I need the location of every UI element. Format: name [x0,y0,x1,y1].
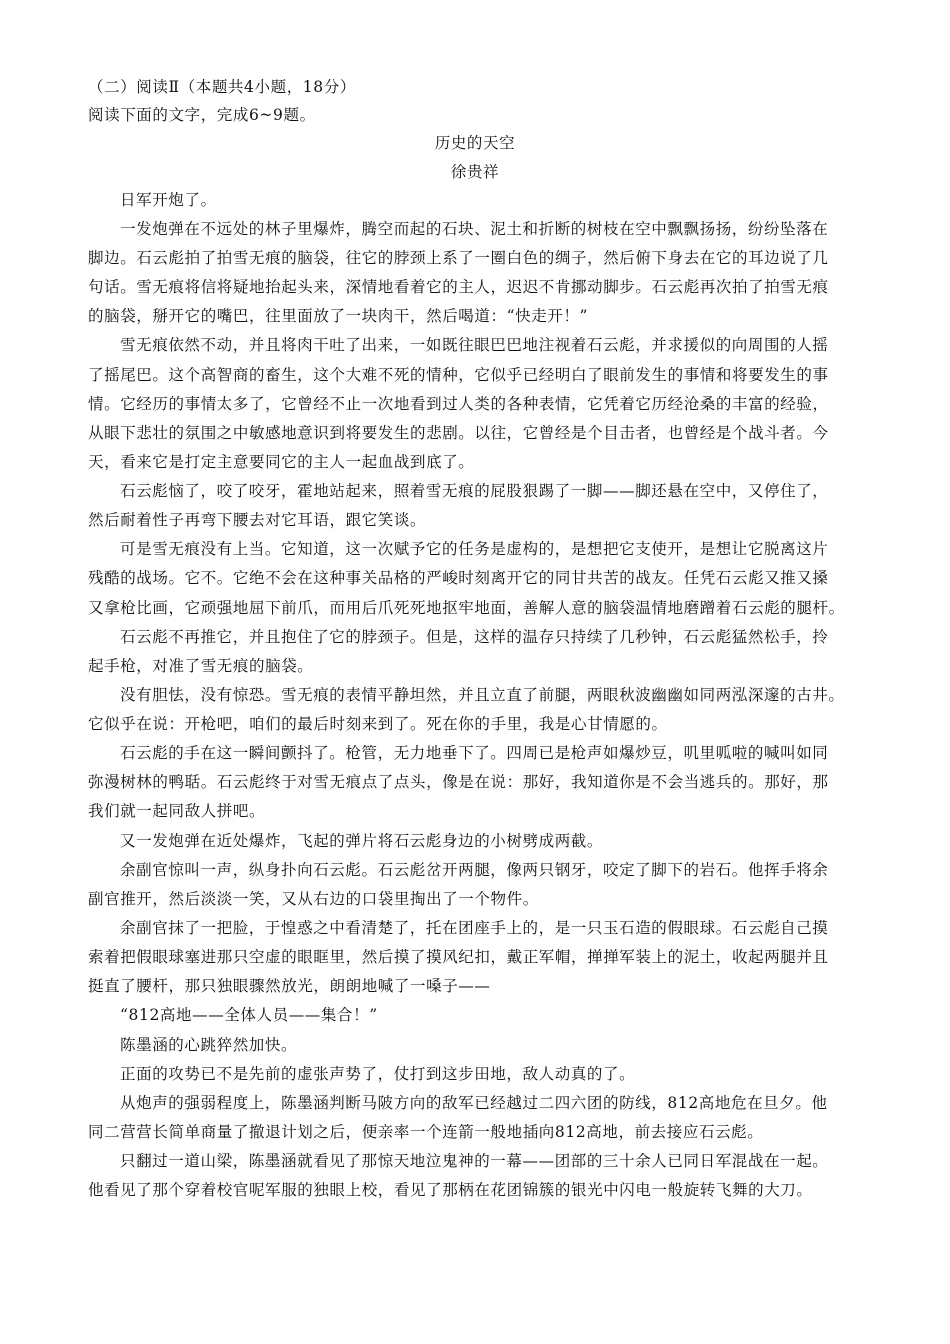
text-line: 情。它经历的事情太多了，它曾经不止一次地看到过人类的各种表情，它凭着它历经沧桑的丰富的经验， [88,395,829,413]
text-line: 正面的攻势已不是先前的虚张声势了，仗打到这步田地，敌人动真的了。 [120,1065,636,1083]
text-line: 它似乎在说：开枪吧，咱们的最后时刻来到了。死在你的手里，我是心甘情愿的。 [88,715,668,733]
text-line: 索着把假眼球塞进那只空虚的眼眶里，然后摸了摸风纪扣，戴正军帽，掸掸军装上的泥土，收起两腿并且 [88,948,829,966]
text-line: 陈墨涵的心跳猝然加快。 [120,1036,298,1054]
text-line: 没有胆怯，没有惊恐。雪无痕的表情平静坦然，并且立直了前腿，两眼秋波幽幽如同两泓深邃的古井。 [120,686,845,704]
text-line: 副官推开，然后淡淡一笑，又从右边的口袋里掏出了一个物件。 [88,890,539,908]
text-line: 从炮声的强弱程度上，陈墨涵判断马陂方向的敌军已经越过二四六团的防线，812高地危在旦夕。他 [120,1094,828,1112]
text-line: 日军开炮了。 [120,191,217,209]
text-line: 的脑袋，掰开它的嘴巴，往里面放了一块肉干，然后喝道：“快走开！” [88,307,589,325]
text-line: 又一发炮弹在近处爆炸，飞起的弹片将石云彪身边的小树劈成两截。 [120,832,604,850]
text-line: 然后耐着性子再弯下腰去对它耳语，跟它笑谈。 [88,511,427,529]
article-title: 历史的天空 [434,134,516,152]
text-line: 句话。雪无痕将信将疑地抬起头来，深情地看着它的主人，迟迟不肯挪动脚步。石云彪再次拍了拍雪无痕 [88,278,829,296]
text-line: 起手枪，对准了雪无痕的脑袋。 [88,657,314,675]
text-line: 余副官抹了一把脸，于惶惑之中看清楚了，托在团座手上的，是一只玉石造的假眼球。石云彪自己摸 [120,919,829,937]
text-line: 一发炮弹在不远处的林子里爆炸，腾空而起的石块、泥土和折断的树枝在空中飘飘扬扬，纷纷坠落在 [120,220,829,238]
text-line: 同二营营长简单商量了撤退计划之后，便亲率一个连箭一般地插向812高地，前去接应石云彪。 [88,1123,764,1141]
text-line: 余副官惊叫一声，纵身扑向石云彪。石云彪岔开两腿，像两只钢牙，咬定了脚下的岩石。他挥手将余 [120,861,829,879]
text-line: 他看见了那个穿着校官呢军服的独眼上校，看见了那柄在花团锦簇的银光中闪电一般旋转飞舞的大刀。 [88,1181,813,1199]
text-line: “812高地——全体人员——集合！” [120,1006,378,1024]
text-line: 天，看来它是打定主意要同它的主人一起血战到底了。 [88,453,475,471]
reading-instruction: 阅读下面的文字，完成6~9题。 [88,106,316,124]
text-line: 我们就一起同敌人拼吧。 [88,802,266,820]
text-line: 石云彪的手在这一瞬间颤抖了。枪管，无力地垂下了。四周已是枪声如爆炒豆，叽里呱啦的喊叫如同 [120,744,829,762]
text-line: 脚边。石云彪拍了拍雪无痕的脑袋，往它的脖颈上系了一圈白色的绸子，然后俯下身去在它的耳边说了几 [88,249,829,267]
text-line: 石云彪恼了，咬了咬牙，霍地站起来，照着雪无痕的屁股狠踢了一脚——脚还悬在空中，又停住了， [120,482,829,500]
text-line: 从眼下悲壮的氛围之中敏感地意识到将要发生的悲剧。以往，它曾经是个目击者，也曾经是个战斗者。今 [88,424,829,442]
text-line: 可是雪无痕没有上当。它知道，这一次赋予它的任务是虚构的，是想把它支使开，是想让它脱离这片 [120,540,829,558]
text-line: 又拿枪比画，它顽强地屈下前爪，而用后爪死死地抠牢地面，善解人意的脑袋温情地磨蹭着石云彪的腿杆。 [88,599,845,617]
text-line: 挺直了腰杆，那只独眼骤然放光，朗朗地喊了一嗓子—— [88,977,491,995]
section-header: （二）阅读Ⅱ（本题共4小题，18分） [88,78,356,96]
text-line: 残酷的战场。它不。它绝不会在这种事关品格的严峻时刻离开它的同甘共苦的战友。任凭石云彪又推又搡 [88,569,829,587]
article-author: 徐贵祥 [450,163,500,181]
text-line: 只翻过一道山梁，陈墨涵就看见了那惊天地泣鬼神的一幕——团部的三十余人已同日军混战在一起。 [120,1152,829,1170]
text-line: 弥漫树林的鸭聒。石云彪终于对雪无痕点了点头，像是在说：那好，我知道你是不会当逃兵的。那好，那 [88,773,829,791]
text-line: 雪无痕依然不动，并且将肉干吐了出来，一如既往眼巴巴地注视着石云彪，并求援似的向周围的人摇 [120,336,829,354]
text-line: 了摇尾巴。这个高智商的畜生，这个大难不死的情种，它似乎已经明白了眼前发生的事情和将要发生的事 [88,366,829,384]
text-line: 石云彪不再推它，并且抱住了它的脖颈子。但是，这样的温存只持续了几秒钟，石云彪猛然松手，拎 [120,628,829,646]
